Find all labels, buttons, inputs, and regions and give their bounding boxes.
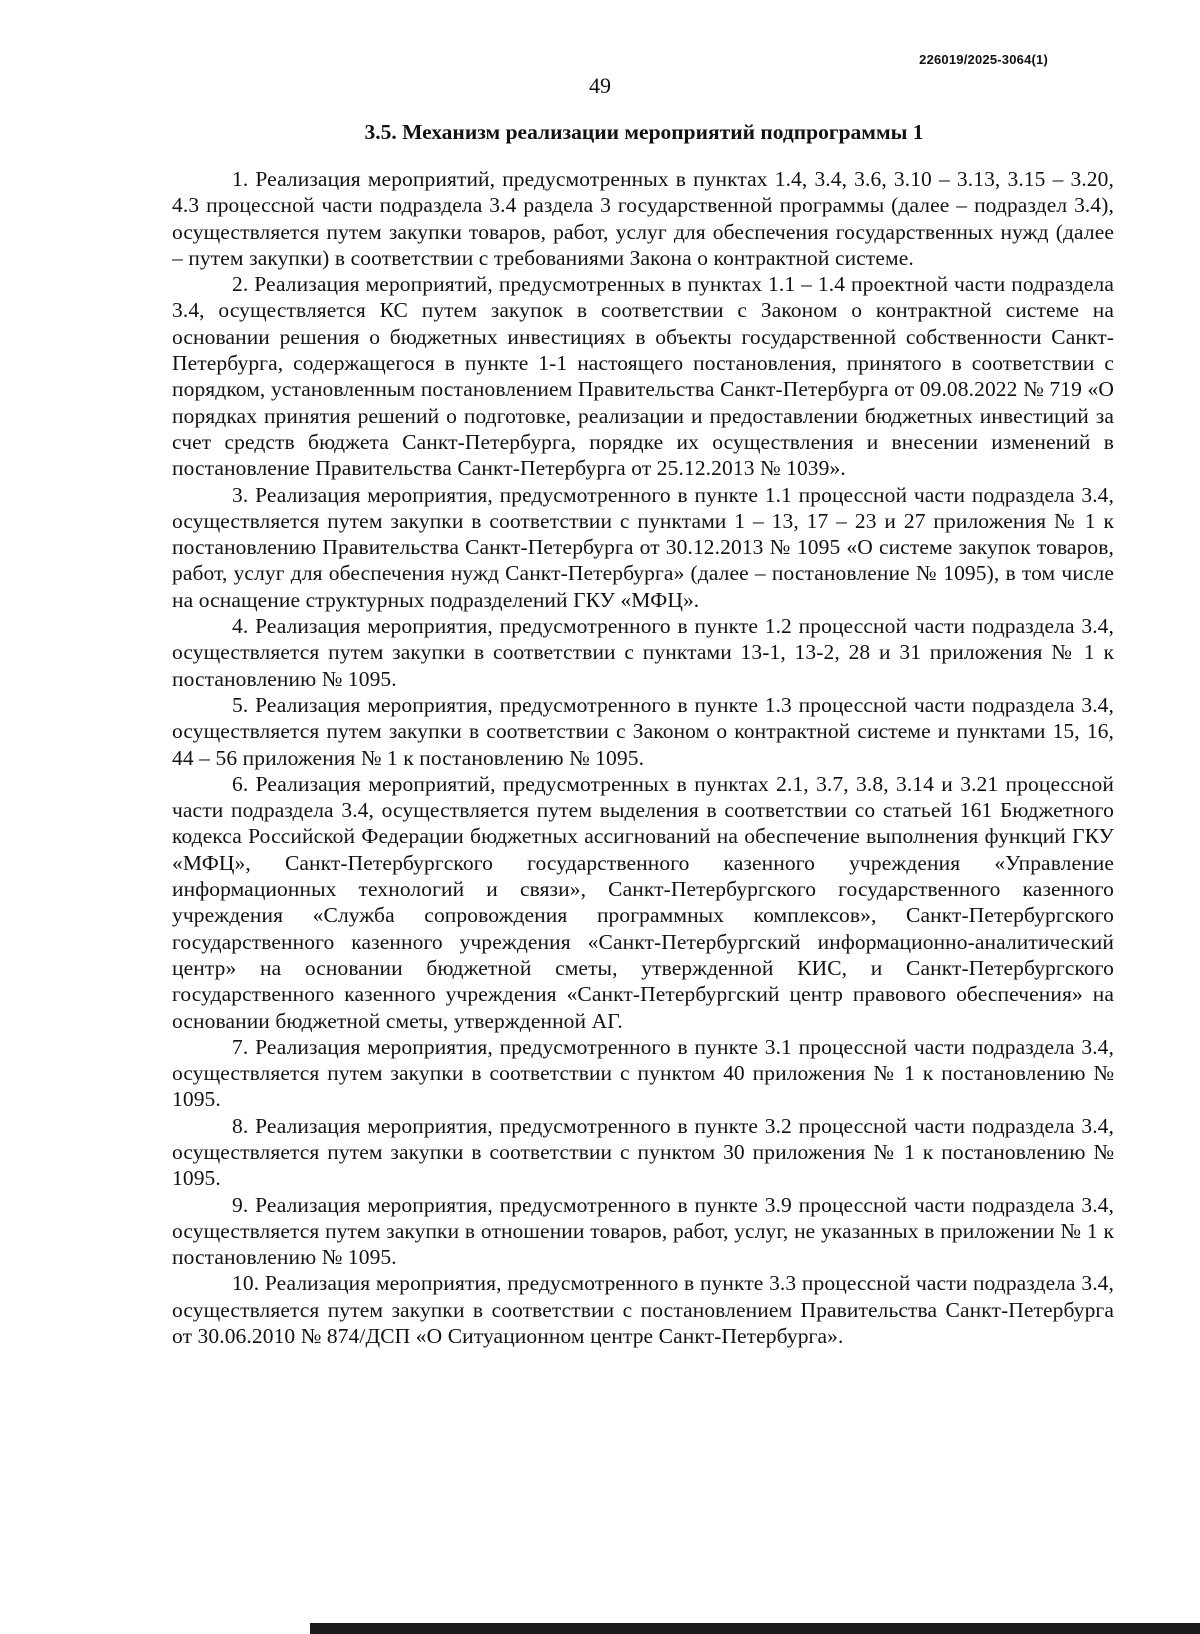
paragraph-4: 4. Реализация мероприятия, предусмотренного в пункте 1.2 процессной части подраздела 3.4, осуществляется путем закупки в соответствии с пунктами 13-1, 13-2, 28 и 31 приложения № 1 к постановлению № 1095. (172, 614, 1114, 691)
paragraph-3: 3. Реализация мероприятия, предусмотренного в пункте 1.1 процессной части подраздела 3.4, осуществляется путем закупки в соответствии с пунктами 1 – 13, 17 – 23 и 27 приложения № 1 к постановлению Правительства Санкт-Петербурга от 30.12.2013 № 1095 «О системе закупок товаров, работ, услуг для обеспечения нужд Санкт-Петербурга» (далее – постановление № 1095), в том числе на оснащение структурных подразделений ГКУ «МФЦ». (172, 482, 1114, 612)
paragraph-2: 2. Реализация мероприятий, предусмотренных в пунктах 1.1 – 1.4 проектной части подраздела 3.4, осуществляется КС путем закупок в соответствии с Законом о контрактной системе на основании решения о бюджетных инвестициях в объекты государственной собственности Санкт-Петербурга, содержащегося в пункте 1-1 настоящего постановления, принятого в соответствии с порядком, установленным постановлением Правительства Санкт-Петербурга от 09.08.2022 № 719 «О порядках принятия решений о подготовке, реализации и предоставлении бюджетных инвестиций за счет средств бюджета Санкт-Петербурга, порядке их осуществления и внесении изменений в постановление Правительства Санкт-Петербурга от 25.12.2013 № 1039». (172, 272, 1114, 481)
paragraph-8: 8. Реализация мероприятия, предусмотренного в пункте 3.2 процессной части подраздела 3.4, осуществляется путем закупки в соответствии с пунктом 30 приложения № 1 к постановлению № 1095. (172, 1113, 1114, 1191)
section-title: 3.5. Механизм реализации мероприятий подпрограммы 1 (364, 120, 924, 144)
document-id: 226019/2025-3064(1) (919, 52, 1048, 67)
document-body (172, 166, 1114, 1349)
paragraph-9: 9. Реализация мероприятия, предусмотренного в пункте 3.9 процессной части подраздела 3.4, осуществляется путем закупки в отношении товаров, работ, услуг, не указанных в приложении № 1 к постановлению № 1095. (172, 1192, 1114, 1270)
paragraph-6: 6. Реализация мероприятий, предусмотренных в пунктах 2.1, 3.7, 3.8, 3.14 и 3.21 процессной части подраздела 3.4, осуществляется путем выделения в соответствии со статьей 161 Бюджетного кодекса Российской Федерации бюджетных ассигнований на обеспечение выполнения функций ГКУ «МФЦ», Санкт-Петербургского государственного казенного учреждения «Управление информационных технологий и связи», Санкт-Петербургского государственного казенного учреждения «Служба сопровождения программных комплексов», Санкт-Петербургского государственного казенного учреждения «Санкт-Петербургский информационно-аналитический центр» на основании бюджетной сметы, утвержденной КИС, и Санкт-Петербургского государственного казенного учреждения «Санкт-Петербургский центр правового обеспечения» на основании бюджетной сметы, утвержденной АГ. (172, 771, 1114, 1033)
paragraph-5: 5. Реализация мероприятия, предусмотренного в пункте 1.3 процессной части подраздела 3.4, осуществляется путем закупки в соответствии с Законом о контрактной системе и пунктами 15, 16, 44 – 56 приложения № 1 к постановлению № 1095. (172, 692, 1114, 770)
scan-edge-bar (310, 1623, 1200, 1634)
paragraph-10: 10. Реализация мероприятия, предусмотренного в пункте 3.3 процессной части подраздела 3.4, осуществляется путем закупки в соответствии с постановлением Правительства Санкт-Петербурга от 30.06.2010 № 874/ДСП «О Ситуационном центре Санкт-Петербурга». (172, 1271, 1114, 1349)
page-number: 49 (589, 73, 611, 98)
paragraph-1: 1. Реализация мероприятий, предусмотренных в пунктах 1.4, 3.4, 3.6, 3.10 – 3.13, 3.15 – 3.20, 4.3 процессной части подраздела 3.4 раздела 3 государственной программы (далее – подраздел 3.4), осуществляется путем закупки товаров, работ, услуг для обеспечения государственных нужд (далее – путем закупки) в соответствии с требованиями Закона о контрактной системе. (172, 167, 1114, 270)
paragraph-7: 7. Реализация мероприятия, предусмотренного в пункте 3.1 процессной части подраздела 3.4, осуществляется путем закупки в соответствии с пунктом 40 приложения № 1 к постановлению № 1095. (172, 1034, 1114, 1112)
